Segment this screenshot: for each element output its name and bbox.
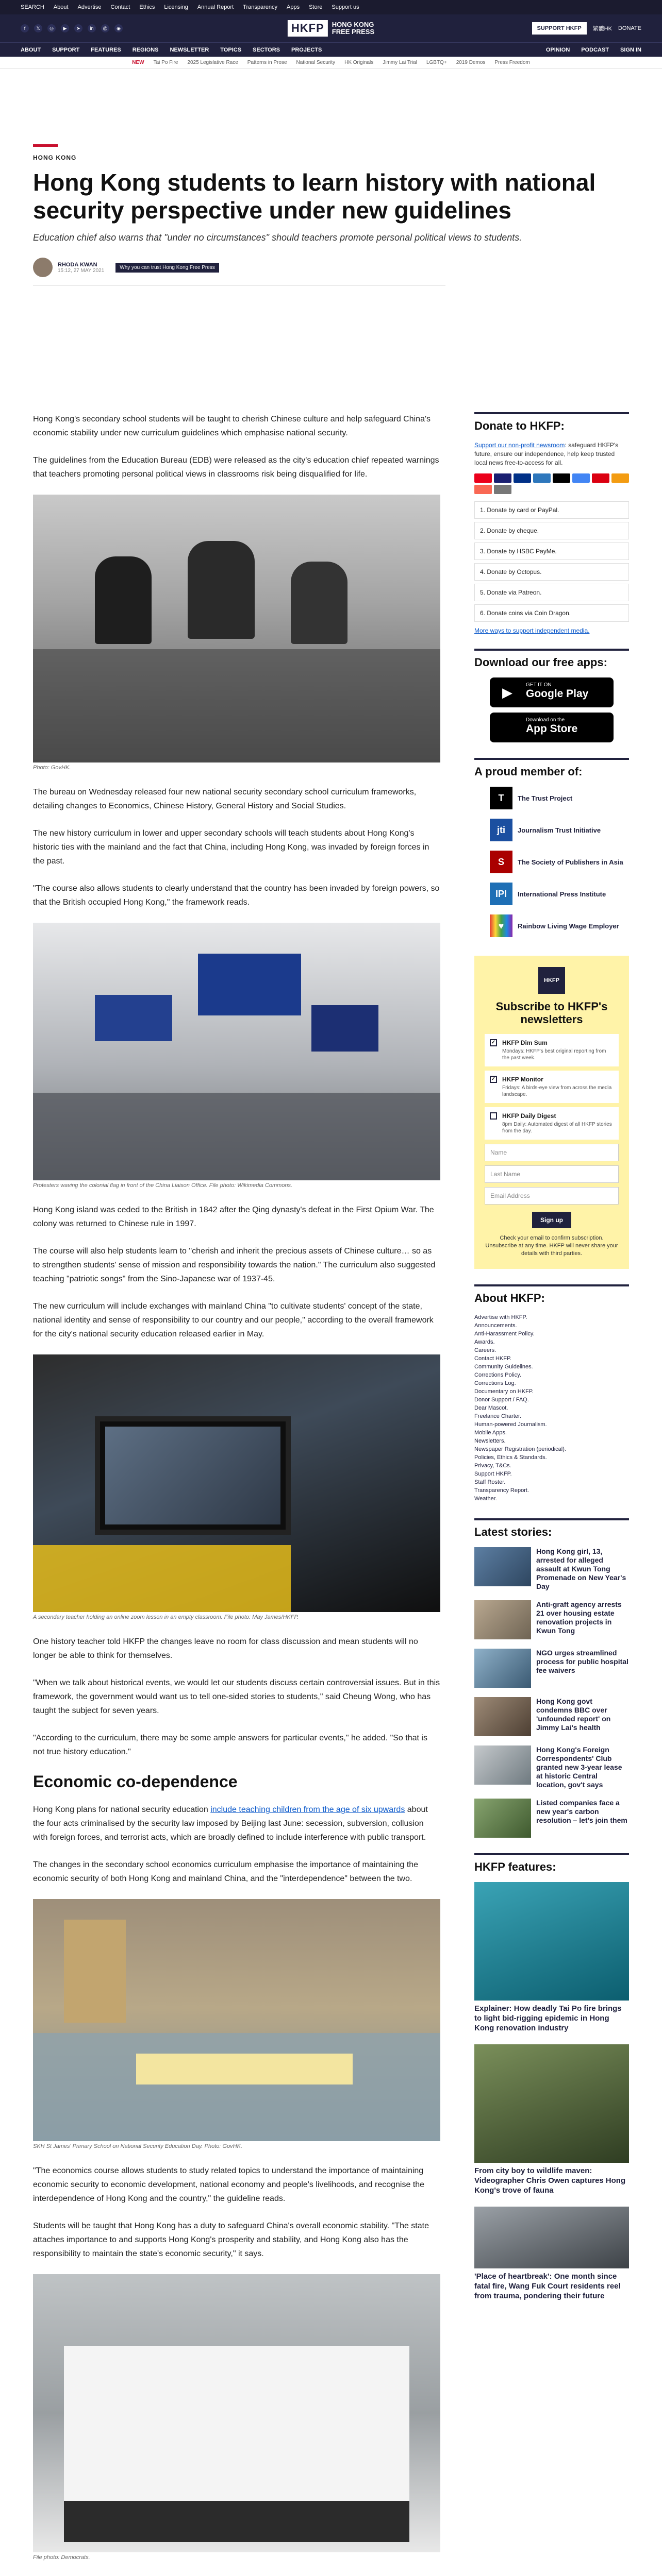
trending-item[interactable]: Patterns in Prose	[247, 60, 287, 65]
trending-bar	[0, 57, 662, 69]
about-link[interactable]: Human-powered Journalism.	[474, 1421, 547, 1428]
paragraph: Hong Kong island was ceded to the British in 1842 after the Qing dynasty's defeat in the First Opium War. The colony was returned to Chinese rule in 1997.	[33, 1206, 434, 1228]
about-link[interactable]: Dear Mascot.	[474, 1405, 508, 1411]
nav-newsletter[interactable]: NEWSLETTER	[170, 46, 209, 53]
donate-intro-link[interactable]: Support our non-profit newsroom	[474, 442, 565, 449]
rss-icon[interactable]: ◉	[114, 24, 123, 32]
story-title: Hong Kong govt condemns BBC over 'unfounded report' on Jimmy Lai's health	[536, 1697, 611, 1732]
about-link[interactable]: Corrections Policy.	[474, 1372, 521, 1378]
nav-about[interactable]: ABOUT	[21, 46, 41, 53]
nav-podcast[interactable]: PODCAST	[581, 46, 609, 53]
amex-icon	[533, 473, 551, 483]
about-link[interactable]: Corrections Log.	[474, 1380, 516, 1386]
about-link[interactable]: Privacy, T&Cs.	[474, 1463, 511, 1469]
latest-story[interactable]	[474, 1547, 629, 1591]
signup-button[interactable]: Sign up	[532, 1212, 571, 1228]
topbar-licensing[interactable]: Licensing	[164, 4, 188, 10]
photo-caption: Photo: GovHK.	[33, 765, 71, 771]
story-thumbnail	[474, 1547, 531, 1586]
topbar-support[interactable]: Support us	[332, 4, 359, 10]
nav-topics[interactable]: TOPICS	[220, 46, 242, 53]
member-label: International Press Institute	[518, 890, 606, 898]
photo-students-uniform	[33, 2274, 440, 2552]
google-play-icon: ▶	[502, 685, 512, 700]
topbar-search[interactable]: SEARCH	[21, 4, 44, 10]
x-icon[interactable]: 𝕏	[34, 24, 42, 32]
app-store-big: App Store	[526, 723, 578, 735]
member-label: Rainbow Living Wage Employer	[518, 922, 619, 930]
main-nav	[0, 42, 662, 57]
about-link[interactable]: Transparency Report.	[474, 1487, 529, 1494]
feature-image	[474, 2044, 629, 2163]
logo-line-1: HONG KONG	[332, 21, 374, 28]
about-link[interactable]: Advertise with HKFP.	[474, 1314, 527, 1320]
feature-image	[474, 1882, 629, 2001]
about-link[interactable]: Documentary on HKFP.	[474, 1388, 534, 1395]
trending-item[interactable]: Press Freedom	[494, 60, 530, 65]
facebook-icon[interactable]: f	[21, 24, 29, 32]
about-link[interactable]: Support HKFP.	[474, 1471, 512, 1477]
paragraph: The new history curriculum in lower and upper secondary schools will teach students about Hong Kong's historic ties with the mainland and the fact that China, including Hong Kong, was invaded by foreign forces in the past.	[33, 829, 429, 866]
story-title: Listed companies face a new year's carbon resolution – let's join them	[536, 1799, 627, 1824]
about-heading: About HKFP:	[474, 1284, 629, 1305]
trending-item[interactable]: National Security	[296, 60, 336, 65]
donate-intro	[474, 441, 629, 467]
feature-image	[474, 2207, 629, 2268]
nav-opinion[interactable]: OPINION	[545, 46, 570, 53]
newsletter-option-title: HKFP Dim Sum	[502, 1039, 548, 1046]
member-sopa[interactable]	[490, 851, 629, 873]
about-links	[474, 1313, 629, 1503]
google-play-small: GET IT ON	[526, 682, 552, 688]
paragraph: "The course also allows students to clearly understand that the country has been invaded by foreign powers, so that the British occupied Hong Kong," the framework reads.	[33, 884, 440, 907]
donate-option[interactable]: 1. Donate by card or PayPal.	[474, 501, 629, 519]
payment-methods	[474, 473, 629, 494]
apps-heading: Download our free apps:	[474, 649, 629, 669]
trending-item[interactable]: 2019 Demos	[456, 60, 486, 65]
donate-intro-text: : safeguard HKFP's future, ensure our independence, help keep trusted local news free-to-access for all.	[474, 442, 619, 466]
feature-title: Explainer: How deadly Tai Po fire brings to light bid-rigging epidemic in Hong Kong renovation industry	[474, 2004, 622, 2032]
email-input[interactable]: Email Address	[485, 1187, 619, 1205]
feature-story[interactable]	[474, 1882, 629, 2033]
threads-icon[interactable]: @	[101, 24, 109, 32]
paypal-icon	[514, 473, 531, 483]
about-link[interactable]: Newspaper Registration (periodical).	[474, 1446, 566, 1452]
author-name[interactable]: RHODA KWAN	[58, 261, 97, 268]
latest-story[interactable]	[474, 1600, 629, 1639]
paragraph: The bureau on Wednesday released four new national security secondary school curriculum frameworks, detailing changes to Economics, Chinese History, General History and Social Studies.	[33, 788, 417, 810]
donate-option[interactable]: 4. Donate by Octopus.	[474, 563, 629, 581]
social-icons	[21, 24, 123, 32]
donate-link[interactable]: DONATE	[618, 25, 641, 31]
newsletter-option-title: HKFP Daily Digest	[502, 1112, 556, 1120]
about-link[interactable]: Awards.	[474, 1339, 495, 1345]
newsletter-option-desc: 8pm Daily: Automated digest of all HKFP stories from the day.	[502, 1122, 612, 1134]
paragraph-text: Hong Kong plans for national security education	[33, 1805, 211, 1814]
photo-teacher-zoom	[33, 1354, 440, 1612]
topbar-advertise[interactable]: Advertise	[77, 4, 102, 10]
feature-story[interactable]	[474, 2044, 629, 2195]
byline	[33, 258, 445, 286]
about-link[interactable]: Newsletters.	[474, 1438, 506, 1444]
logo-wordmark	[332, 21, 374, 36]
paragraph: The changes in the secondary school economics curriculum emphasise the importance of maintaining the economic security of both Hong Kong and mainland China, and the "interdependence" between the two.	[33, 1860, 419, 1883]
topbar-transparency[interactable]: Transparency	[243, 4, 277, 10]
gpay-icon	[572, 473, 590, 483]
story-thumbnail	[474, 1745, 531, 1785]
donate-heading: Donate to HKFP:	[474, 412, 629, 433]
latest-story[interactable]	[474, 1745, 629, 1789]
latest-story[interactable]	[474, 1799, 629, 1838]
bank-icon	[494, 485, 511, 494]
trending-item[interactable]: Tai Po Fire	[153, 60, 178, 65]
donate-option[interactable]: 5. Donate via Patreon.	[474, 584, 629, 601]
about-link[interactable]: Announcements.	[474, 1323, 517, 1329]
first-name-input[interactable]: Name	[485, 1144, 619, 1161]
member-heading: A proud member of:	[474, 758, 629, 778]
google-play-big: Google Play	[526, 688, 589, 700]
feature-title: From city boy to wildlife maven: Videographer Chris Owen captures Hong Kong's trove of fauna	[474, 2166, 626, 2195]
paragraph: "The economics course allows students to study related topics to understand the importance of maintaining economic security to economic development, national economy and people's livelihoods, and recognise the interdependence of Hong Kong and the country," the guideline reads.	[33, 2166, 425, 2203]
trending-item[interactable]: HK Originals	[344, 60, 374, 65]
donate-option[interactable]: 2. Donate by cheque.	[474, 522, 629, 539]
octopus-icon	[611, 473, 629, 483]
about-link[interactable]: Contact HKFP.	[474, 1355, 511, 1362]
topbar-ethics[interactable]: Ethics	[139, 4, 155, 10]
about-link[interactable]: Staff Roster.	[474, 1479, 506, 1485]
story-thumbnail	[474, 1799, 531, 1838]
topbar-store[interactable]: Store	[309, 4, 323, 10]
newsletter-option-title: HKFP Monitor	[502, 1076, 543, 1083]
instagram-icon[interactable]: ◎	[47, 24, 56, 32]
newsletter-option-monitor[interactable]	[485, 1071, 619, 1103]
paragraph: "When we talk about historical events, we would let our students discuss certain controversial issues. But in this framework, the government would want us to tell one-sided stories to students," said Cheung Wong, who has taught the subject for seven years.	[33, 1679, 440, 1715]
paragraph: The guidelines from the Education Bureau (EDB) were released as the city's education chief repeated warnings that teachers promoting personal political views in classrooms risk being disqualified for life.	[33, 456, 439, 479]
trending-item[interactable]: Jimmy Lai Trial	[383, 60, 417, 65]
inline-link[interactable]: include teaching children from the age of six upwards	[210, 1805, 405, 1814]
checkbox-icon[interactable]	[490, 1112, 497, 1120]
about-link[interactable]: Freelance Charter.	[474, 1413, 522, 1419]
newsletter-option-desc: Mondays: HKFP's best original reporting from the past week.	[502, 1048, 606, 1061]
youtube-icon[interactable]: ▶	[61, 24, 69, 32]
brand-bar	[0, 14, 662, 42]
red-rule	[33, 144, 58, 147]
visa-icon	[494, 473, 511, 483]
sopa-icon: S	[490, 851, 512, 873]
author-avatar	[33, 258, 53, 277]
member-jti[interactable]	[490, 819, 629, 841]
photo-students-backpacks	[33, 495, 440, 762]
photo-colonial-flags	[33, 923, 440, 1180]
paragraph	[33, 1803, 440, 1844]
subheading: Economic co-dependence	[33, 1772, 238, 1791]
paragraph: The new curriculum will include exchanges with mainland China "to cultivate students' concept of the state, national identity and sense of responsibility to our country and our people," according to the overall framework for the city's national security education released earlier in May.	[33, 1302, 434, 1338]
jti-icon: jti	[490, 819, 512, 841]
article-header	[33, 144, 626, 286]
more-ways-link[interactable]: More ways to support independent media.	[474, 627, 590, 634]
nav-sign-in[interactable]: SIGN IN	[620, 46, 641, 53]
member-label: The Society of Publishers in Asia	[518, 858, 623, 866]
telegram-icon[interactable]: ➤	[74, 24, 82, 32]
newsletter-signup	[474, 956, 629, 1269]
nav-sectors[interactable]: SECTORS	[253, 46, 280, 53]
feature-title: 'Place of heartbreak': One month since fatal fire, Wang Fuk Court residents reel from trauma, pondering their future	[474, 2272, 621, 2300]
topbar-apps[interactable]: Apps	[287, 4, 300, 10]
about-link[interactable]: Donor Support / FAQ.	[474, 1397, 529, 1403]
site-logo[interactable]	[288, 20, 374, 37]
about-link[interactable]: Anti-Harassment Policy.	[474, 1331, 535, 1337]
story-title: Hong Kong's Foreign Correspondents' Club granted new 3-year lease at historic Central location, gov't says	[536, 1745, 622, 1789]
latest-story[interactable]	[474, 1697, 629, 1736]
member-trust-project[interactable]	[490, 787, 629, 809]
newsletter-title: Subscribe to HKFP's newsletters	[495, 1000, 608, 1026]
trust-project-icon: T	[490, 787, 512, 809]
photo-school-assembly	[33, 1899, 440, 2141]
language-switch[interactable]: 繁體HK	[592, 26, 612, 32]
checkbox-icon[interactable]: ✓	[490, 1076, 497, 1083]
newsletter-option-digest[interactable]	[485, 1107, 619, 1140]
donate-option[interactable]: 6. Donate coins via Coin Dragon.	[474, 604, 629, 622]
applepay-icon	[553, 473, 570, 483]
about-link[interactable]: Community Guidelines.	[474, 1364, 533, 1370]
nav-support[interactable]: SUPPORT	[52, 46, 80, 53]
photo-caption: SKH St James' Primary School on National Security Education Day. Photo: GovHK.	[33, 2143, 243, 2149]
rainbow-icon: ♥	[490, 914, 512, 937]
article-title: Hong Kong students to learn history with national security perspective under new guidelines	[33, 169, 596, 224]
photo-caption: A secondary teacher holding an online zoom lesson in an empty classroom. File photo: May James/HKFP.	[33, 1614, 299, 1620]
trust-badge[interactable]: Why you can trust Hong Kong Free Press	[115, 263, 219, 273]
ipi-icon: IPI	[490, 883, 512, 905]
topbar-about[interactable]: About	[53, 4, 69, 10]
story-thumbnail	[474, 1600, 531, 1639]
member-label: Journalism Trust Initiative	[518, 826, 601, 834]
paragraph: The course will also help students learn to "cherish and inherit the precious assets of Chinese culture… so as to strengthen students' sense of mission and responsibility towards the nation." The curriculum also suggested teaching "patriotic songs" from the Sino-Japanese war of 1937-45.	[33, 1247, 436, 1283]
latest-heading: Latest stories:	[474, 1518, 629, 1539]
photo-caption: File photo: Democrats.	[33, 2554, 90, 2561]
patreon-icon	[474, 485, 492, 494]
nav-regions[interactable]: REGIONS	[132, 46, 159, 53]
support-hkfp-button[interactable]: SUPPORT HKFP	[532, 22, 587, 35]
story-title: NGO urges streamlined process for public hospital fee waivers	[536, 1649, 628, 1674]
trending-new-badge: NEW	[132, 60, 144, 65]
photo-caption: Protesters waving the colonial flag in front of the China Liaison Office. File photo: Wikimedia Commons.	[33, 1182, 293, 1189]
app-store-button[interactable]	[490, 713, 614, 742]
publish-date: 15:12, 27 MAY 2021	[58, 267, 105, 274]
topbar-contact[interactable]: Contact	[110, 4, 130, 10]
payme-icon	[592, 473, 609, 483]
member-rainbow[interactable]	[490, 914, 629, 937]
article-standfirst: Education chief also warns that "under no circumstances" should teachers promote personal political views to students.	[33, 232, 522, 243]
checkbox-icon[interactable]: ✓	[490, 1039, 497, 1046]
nav-features[interactable]: FEATURES	[91, 46, 121, 53]
paragraph: Students will be taught that Hong Kong has a duty to safeguard China's overall economic stability. "The state attaches importance to and supports Hong Kong's prosperity and stability, and Hong Kong also has the responsibility to maintain the state's economic security," it says.	[33, 2222, 429, 2258]
google-play-button[interactable]	[490, 677, 614, 707]
features-heading: HKFP features:	[474, 1853, 629, 1874]
linkedin-icon[interactable]: in	[88, 24, 96, 32]
sidebar	[474, 412, 629, 2312]
logo-mark: HKFP	[288, 20, 328, 37]
article-body	[33, 412, 440, 2576]
about-link[interactable]: Weather.	[474, 1496, 497, 1502]
feature-story[interactable]	[474, 2207, 629, 2301]
about-link[interactable]: Careers.	[474, 1347, 496, 1353]
story-thumbnail	[474, 1697, 531, 1736]
donate-option[interactable]: 3. Donate by HSBC PayMe.	[474, 543, 629, 560]
newsletter-logo: HKFP	[538, 967, 565, 994]
latest-story[interactable]	[474, 1649, 629, 1688]
top-utility-bar	[0, 0, 662, 14]
member-ipi[interactable]	[490, 883, 629, 905]
story-title: Hong Kong girl, 13, arrested for alleged assault at Kwun Tong Promenade on New Year's Day	[536, 1547, 626, 1590]
last-name-input[interactable]: Last Name	[485, 1165, 619, 1183]
topbar-annual-report[interactable]: Annual Report	[197, 4, 234, 10]
logo-line-2: FREE PRESS	[332, 28, 375, 36]
story-title: Anti-graft agency arrests 21 over housing estate renovation projects in Kwun Tong	[536, 1600, 622, 1635]
paragraph: One history teacher told HKFP the changes leave no room for class discussion and mean students will no longer be able to think for themselves.	[33, 1637, 418, 1660]
paragraph: "According to the curriculum, there may be some ample answers for particular events," he added. "So that is not true history education."	[33, 1734, 427, 1756]
section-kicker[interactable]: HONG KONG	[33, 154, 77, 161]
mastercard-icon	[474, 473, 492, 483]
trending-item[interactable]: 2025 Legislative Race	[187, 60, 238, 65]
newsletter-footnote: Check your email to confirm subscription. Unsubscribe at any time. HKFP will never share your details with third parties.	[485, 1235, 618, 1257]
story-thumbnail	[474, 1649, 531, 1688]
nav-projects[interactable]: PROJECTS	[291, 46, 322, 53]
about-link[interactable]: Mobile Apps.	[474, 1430, 507, 1436]
paragraph-text: about the four acts criminalised by the security law imposed by Beijing last June: secession, subversion, collusion with foreign forces, and terrorist acts, which are broadly defined to include interference with public transport.	[33, 1805, 428, 1842]
newsletter-option-desc: Fridays: A birds-eye view from across the media landscape.	[502, 1085, 612, 1097]
newsletter-option-dimsum[interactable]	[485, 1034, 619, 1066]
trending-item[interactable]: LGBTQ+	[426, 60, 447, 65]
app-store-small: Download on the	[526, 717, 565, 723]
about-link[interactable]: Policies, Ethics & Standards.	[474, 1454, 547, 1461]
member-label: The Trust Project	[518, 794, 573, 802]
paragraph: Hong Kong's secondary school students will be taught to cherish Chinese culture and help safeguard China's economic stability under new curriculum guidelines which emphasise national security.	[33, 415, 431, 437]
